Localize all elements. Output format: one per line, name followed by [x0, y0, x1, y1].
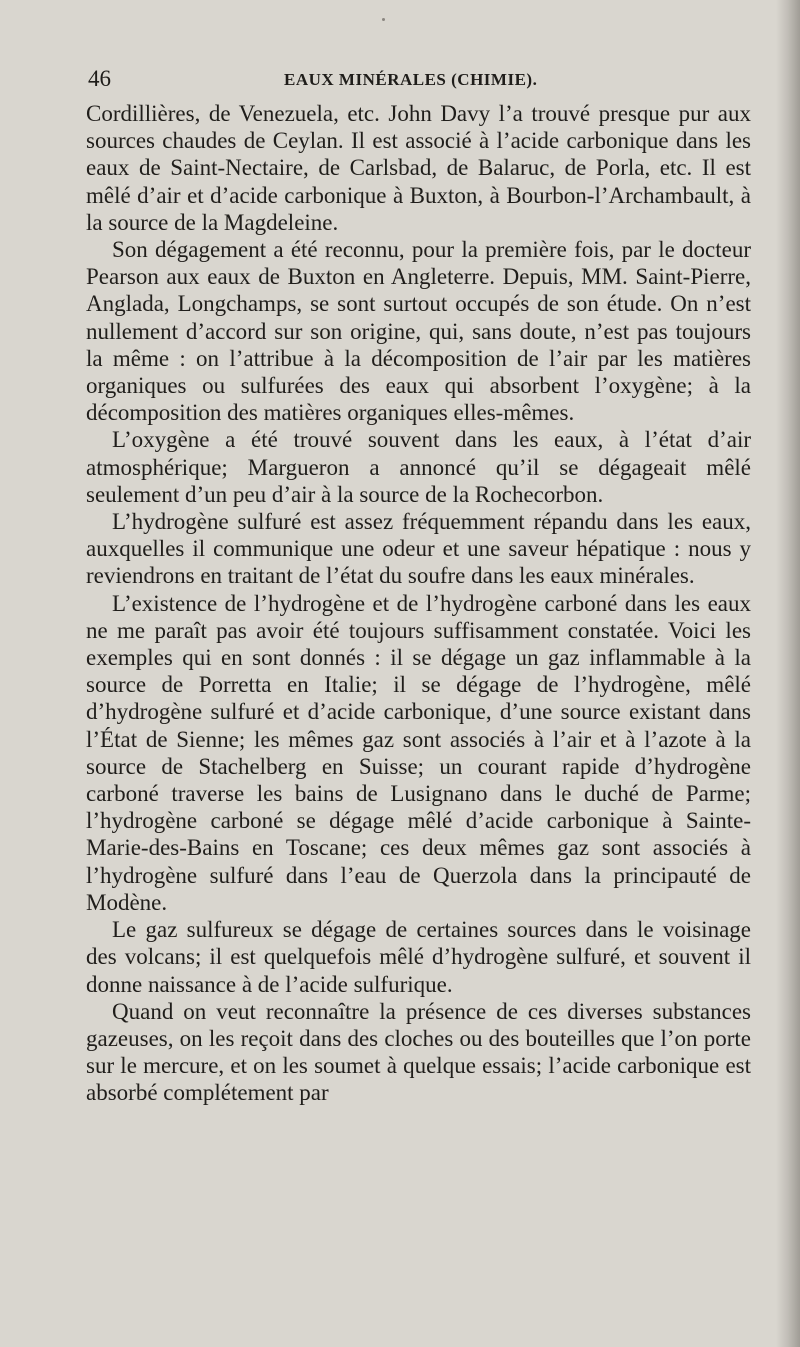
paragraph: L’oxygène a été trouvé souvent dans les eaux, à l’état d’air atmosphérique; Margueron a annoncé qu’il se dégageait mêlé seulement d’un peu d’air à la source de la Rochecorbon.: [86, 427, 751, 507]
page-header: [88, 66, 753, 94]
paragraph-continuation: Cordillières, de Venezuela, etc. John Davy l’a trouvé presque pur aux sources chaudes de Ceylan. Il est associé à l’acide carbonique dans les eaux de Saint-Nectaire, de Carlsbad, de Balaruc, de Porla, etc. Il est mêlé d’air et d’acide carbonique à Buxton, à Bourbon-l’Archambault, à la source de la Magdeleine.: [86, 101, 751, 235]
paragraph: Quand on veut reconnaître la présence de ces diverses substances gazeuses, on les reçoit dans des cloches ou des bouteilles que l’on porte sur le mercure, et on les soumet à quelque essais; l’acide carbonique est absorbé complétement par: [86, 998, 751, 1106]
body-text: [86, 100, 751, 1107]
paragraph: L’existence de l’hydrogène et de l’hydrogène carboné dans les eaux ne me paraît pas avoir été toujours suffisamment constatée. Voici les exemples qui en sont donnés : il se dégage un gaz inflammable à la source de Porretta en Italie; il se dégage de l’hydrogène, mêlé d’hydrogène sulfuré et d’acide carbonique, d’une source existant dans l’État de Sienne; les mêmes gaz sont associés à l’air et à l’azote à la source de Stachelberg en Suisse; un courant rapide d’hydrogène carboné traverse les bains de Lusignano dans le duché de Parme; l’hydrogène carboné se dégage mêlé d’acide carbonique à Sainte-Marie-des-Bains en Toscane; ces deux mêmes gaz sont associés à l’hydrogène sulfuré dans l’eau de Querzola dans la principauté de Modène.: [86, 590, 751, 915]
paragraph: Son dégagement a été reconnu, pour la première fois, par le docteur Pearson aux eaux de Buxton en Angleterre. Depuis, MM. Saint-Pierre, Anglada, Longchamps, se sont surtout occupés de son étude. On n’est nullement d’accord sur son origine, qui, sans doute, n’est pas toujours la même : on l’attribue à la décomposition de l’air par les matières organiques ou sulfurées des eaux qui absorbent l’oxygène; à la décomposition des matières organiques elles-mêmes.: [86, 237, 751, 426]
page-gutter-shadow: [776, 0, 800, 1347]
paragraph: L’hydrogène sulfuré est assez fréquemment répandu dans les eaux, auxquelles il communique une odeur et une saveur hépatique : nous y reviendrons en traitant de l’état du soufre dans les eaux minérales.: [86, 509, 751, 589]
paragraph: Le gaz sulfureux se dégage de certaines sources dans le voisinage des volcans; il est quelquefois mêlé d’hydrogène sulfuré, et souvent il donne naissance à de l’acide sulfurique.: [86, 917, 751, 997]
page-number: 46: [88, 66, 111, 91]
running-head: EAUX MINÉRALES (CHIMIE).: [284, 70, 538, 89]
print-speck: [382, 18, 385, 21]
